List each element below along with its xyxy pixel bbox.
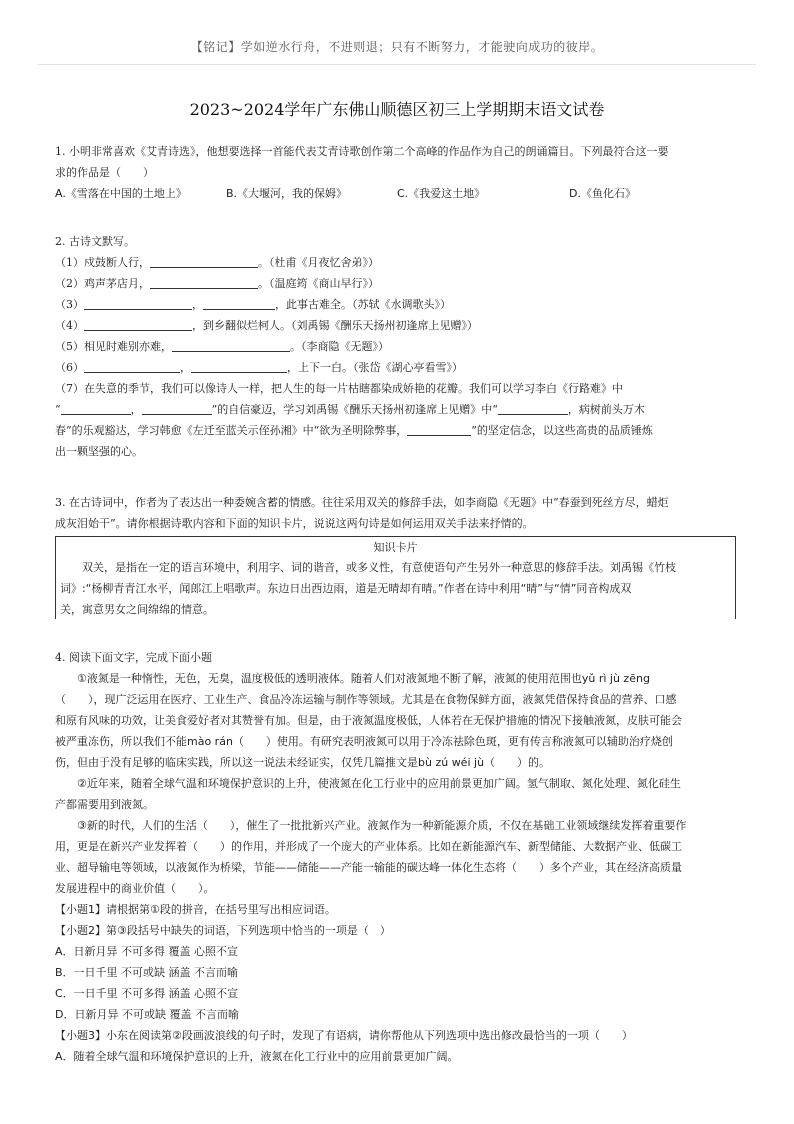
sub2-option-a[interactable]: A．日新月异 不可多得 覆盖 心照不宣 [55, 945, 239, 958]
q2-heading: 2. 古诗文默写。 [55, 235, 135, 248]
comma: ， [130, 403, 142, 416]
header-divider [38, 64, 756, 65]
q2-item-7-line3 [55, 420, 741, 441]
q1-option-a[interactable]: A.《雪落在中国的土地上》 [55, 187, 187, 200]
q2-item-7-text: 春”的乐观豁达，学习韩愈《左迁至蓝关示侄孙湘》中“欲为圣明除弊事， [55, 424, 408, 437]
sub2-option-d[interactable]: D．日新月异 不可或缺 覆盖 不言而喻 [55, 1008, 239, 1021]
sub-question-1: 【小题1】请根据第①段的拼音，在括号里写出相应词语。 [55, 903, 336, 916]
sub-question-3: 【小题3】小东在阅读第②段画波浪线的句子时，发现了有语病，请你帮他从下列选项中选出修改最恰当的一项（ ） [55, 1029, 633, 1042]
passage-line: ③新的时代，人们的生活（ ），催生了一批批新兴产业。液氮作为一种新能源介质，不仅在基础工业领域继续发挥着重要作 [77, 819, 687, 832]
q2-item-7-text: ”的自信豪迈，学习刘禹锡《酬乐天扬州初逢席上见赠》中“ [211, 403, 498, 416]
q4-heading: 4. 阅读下面文字，完成下面小题 [55, 651, 212, 664]
question-4 [55, 647, 741, 668]
question-3 [55, 492, 741, 534]
knowledge-card-line: 关，寓意男女之间绵绵的情意。 [60, 603, 214, 616]
q2-item-7: （7）在失意的季节，我们可以像诗人一样，把人生的每一片枯瞎都染成娇艳的花瓣。我们可以学习李白《行路难》中 [55, 382, 623, 395]
q2-item-4 [55, 315, 741, 336]
q1-stem-line2: 求的作品是（ ） [55, 166, 154, 179]
passage-line: （ ），现广泛运用在医疗、工业生产、食品冷冻运输与制作等领域。尤其是在食物保鲜方面，液氮凭借保持食品的营养、口感 [55, 693, 677, 706]
q2-item-1 [55, 252, 741, 273]
q2-item-7-text-end: ，病树前头万木 [567, 403, 645, 416]
knowledge-card-line: 词》:“杨柳青青江水平，闻郎江上唱歌声。东边日出西边雨，道是无晴却有晴。”作者在诗中利用“晴”与“情”同音构成双 [60, 582, 632, 595]
motto: 【铭记】学如逆水行舟，不进则退；只有不断努力，才能驶向成功的彼岸。 [190, 40, 604, 54]
q2-item-7-line4: 出一颗坚强的心。 [55, 445, 143, 458]
q2-item-2 [55, 273, 741, 294]
passage-line: 用，更是在新兴产业发挥着（ ）的作用，并形成了一个庞大的产业体系。比如在新能源汽车、新型储能、大数据产业、低碳工 [55, 840, 682, 853]
q2-item-2-source: 。（温庭筠《商山早行》） [258, 277, 379, 290]
passage-line: 被严重冻伤，所以我们不能mào rán（ ）使用。有研究表明液氮可以用于冷冻祛除色斑，更有传言称液氮可以辅助治疗烧创 [55, 735, 673, 748]
q1-stem-line1: 1. 小明非常喜欢《艾青诗选》，他想要选择一首能代表艾青诗歌创作第二个高峰的作品作为自己的朗诵篇目。下列最符合这一要 [55, 145, 669, 158]
answer-blank[interactable] [498, 402, 568, 415]
q1-option-c[interactable]: C.《我爱这土地》 [397, 187, 486, 200]
q2-item-3-source: ，此事古难全。（苏轼《水调歌头》） [275, 298, 451, 311]
q2-item-3-prefix: （3） [55, 298, 84, 311]
knowledge-card-title: 知识卡片 [373, 541, 418, 554]
q2-item-6-prefix: （6） [55, 361, 84, 374]
q2-item-2-text: （2）鸡声茅店月， [55, 277, 150, 290]
q2-item-6 [55, 357, 741, 378]
passage-line: 伤，但由于没有足够的临床实践，所以这一说法未经证实，仅凭几篇推文是bù zú wéi jù（ ）的。 [55, 756, 551, 769]
q1-option-d[interactable]: D.《鱼化石》 [569, 187, 636, 200]
q2-item-5 [55, 336, 741, 357]
sub-question-2: 【小题2】第③段括号中缺失的词语，下列选项中恰当的一项是（ ） [55, 924, 391, 937]
quote-open: “ [55, 403, 61, 416]
q2-item-7-text-end: ”的坚定信念，以这些高贵的品质锤炼 [471, 424, 653, 437]
answer-blank[interactable] [191, 360, 287, 373]
q3-stem-line1: 3. 在古诗词中，作者为了表达出一种委婉含蓄的情感。往往采用双关的修辞手法，如李商隐《无题》中“春蚕到死丝方尽，蜡炬 [55, 496, 669, 509]
answer-blank[interactable] [84, 360, 180, 373]
question-1 [55, 141, 741, 204]
sub2-option-b[interactable]: B．一日千里 不可或缺 涵盖 不言而喻 [55, 966, 239, 979]
answer-blank[interactable] [84, 318, 192, 331]
q2-item-4-source: ，到乡翻似烂柯人。（刘禹锡《酬乐天扬州初逢席上见赠》） [192, 319, 478, 332]
q2-item-1-source: 。（杜甫《月夜忆舍弟》） [258, 256, 379, 269]
knowledge-card-line: 双关，是指在一定的语言环境中，利用字、词的谐音，或多义性，有意使语句产生另外一种意思的修辞手法。刘禹锡《竹枝 [82, 561, 676, 574]
answer-blank[interactable] [61, 402, 131, 415]
q2-item-5-text: （5）相见时难别亦难， [55, 340, 172, 353]
answer-blank[interactable] [407, 423, 471, 436]
passage-line: 和原有风味的功效，让美食爱好者对其赞誉有加。但是，由于液氮温度极低，人体若在无保护措施的情况下接触液氮，皮肤可能会 [55, 714, 682, 727]
sub2-option-c[interactable]: C．一日千里 不可多得 涵盖 心照不宣 [55, 987, 239, 1000]
q2-item-6-comma: ， [180, 361, 191, 374]
question-2 [55, 231, 741, 462]
passage-line: ①液氮是一种惰性，无色，无臭，温度极低的透明液体。随着人们对液氮地不断了解，液氮的使用范围也yǔ rì jù zēng [77, 672, 650, 685]
sub3-option-a[interactable]: A．随着全球气温和环境保护意识的上升，液氮在化工行业中的应用前景更加广阔。 [55, 1050, 459, 1063]
passage-line: ②近年来，随着全球气温和环境保护意识的上升，使液氮在化工行业中的应用前景更加广阔。氢气制取、氮化处理、氮化硅生 [77, 777, 681, 790]
q1-option-b[interactable]: B.《大堰河，我的保姆》 [226, 187, 348, 200]
passage-line: 发展进程中的商业价值（ ）。 [55, 882, 215, 895]
q1-options [55, 183, 741, 204]
answer-blank[interactable] [142, 402, 212, 415]
q2-item-3 [55, 294, 741, 315]
q3-stem-line2: 成灰泪始干”。请你根据诗歌内容和下面的知识卡片，说说这两句诗是如何运用双关手法来抒情的。 [55, 517, 534, 530]
passage-line: 产都需要用到液氮。 [55, 798, 154, 811]
answer-blank[interactable] [172, 339, 290, 352]
q4-passage [55, 668, 741, 1067]
answer-blank[interactable] [150, 255, 258, 268]
answer-blank[interactable] [203, 297, 275, 310]
q2-item-4-prefix: （4） [55, 319, 84, 332]
q2-item-5-source: 。（李商隐《无题》） [290, 340, 389, 353]
knowledge-card [55, 536, 736, 619]
answer-blank[interactable] [84, 297, 192, 310]
q2-item-6-source: ，上下一白。（张岱《湖心亭看雪》） [287, 361, 463, 374]
q2-item-1-text: （1）戍鼓断人行， [55, 256, 150, 269]
answer-blank[interactable] [150, 276, 258, 289]
q2-item-7-line2 [55, 399, 741, 420]
passage-line: 业、超导输电等领域，以液氮作为桥梁，节能——储能——产能一输能的碳达峰一体化生态将（ ）多个产业，其在经济高质量 [55, 861, 682, 874]
q2-item-3-comma: ， [192, 298, 203, 311]
page-title: 2023~2024学年广东佛山顺德区初三上学期期末语文试卷 [189, 100, 605, 119]
